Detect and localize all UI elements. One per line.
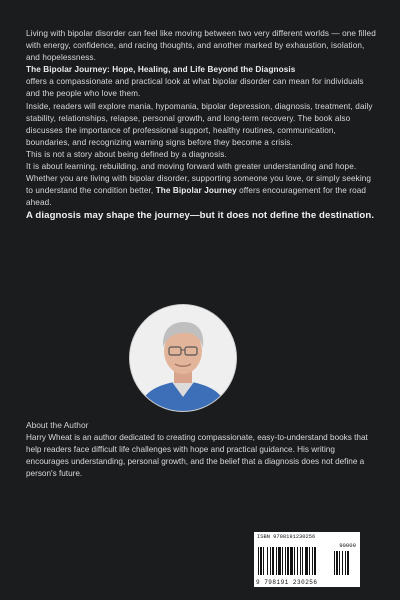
barcode-bar [282, 547, 283, 575]
barcode-bar [302, 547, 303, 575]
addon-bar [345, 551, 346, 575]
closing-tagline: A diagnosis may shape the journey—but it does not define the destination. [26, 210, 375, 222]
blurb-intro: Living with bipolar disorder can feel like moving between two very different worlds — one filled with energy, confidence, and racing thoughts, and another marked by exhaustion, isolation, and hopelessness. [26, 29, 376, 63]
barcode-bar [270, 547, 271, 575]
barcode-bar [297, 547, 298, 575]
addon-bar [334, 551, 335, 575]
author-bio: Harry Wheat is an author dedicated to creating compassionate, easy-to-understand books that help readers face difficult life challenges with hope and practical guidance. His writing encourages understanding, personal growth, and the belief that a diagnosis does not define a person's future. [26, 433, 368, 479]
blurb-offer: offers a compassionate and practical look at what bipolar disorder can mean for individuals and the people who love them. [26, 77, 364, 99]
barcode-bar [276, 547, 277, 575]
addon-bar [347, 551, 349, 575]
barcode-bar [305, 547, 308, 575]
blurb-not-defined: This is not a story about being defined by a diagnosis. [26, 149, 227, 159]
blurb-learning: It is about learning, rebuilding, and moving forward with greater understanding and hope. [26, 162, 357, 172]
isbn-label: ISBN 9798191230256 [257, 534, 316, 540]
barcode-bar [258, 547, 259, 575]
isbn-barcode [254, 532, 360, 587]
addon-bar [339, 551, 340, 575]
blurb-whether [26, 173, 378, 209]
blurb-contents: Inside, readers will explore mania, hypomania, bipolar depression, diagnosis, treatment, daily stability, relationships, relapse, personal growth, and long-term recovery. The book also discusses the importance of professional support, healthy routines, communication, boundaries, and recognizing warning signs before they become a crisis. [26, 101, 373, 147]
barcode-bar [314, 547, 316, 575]
barcode-bar [312, 547, 313, 575]
author-portrait-illustration [130, 305, 236, 411]
blurb-whether-title: The Bipolar Journey [155, 186, 237, 196]
barcode-digits: 9 798191 230256 [256, 579, 318, 586]
barcode-bar [287, 547, 289, 575]
barcode-bar [309, 547, 310, 575]
about-author-heading: About the Author [26, 420, 89, 430]
barcode-bar [272, 547, 274, 575]
barcode-bar [260, 547, 262, 575]
author-photo [129, 304, 237, 412]
addon-bar [336, 551, 338, 575]
book-title: The Bipolar Journey: Hope, Healing, and Life Beyond the Diagnosis [26, 65, 296, 75]
blurb-whether-end: offers encouragement for the road ahead. [26, 186, 367, 208]
price-code: 90000 [339, 542, 356, 549]
barcode-bar [300, 547, 301, 575]
barcode-bar [263, 547, 264, 575]
blurb-whether-start: Whether you are living with bipolar disorder, supporting someone you love, or simply seeking to understand the condition better, [26, 174, 372, 196]
barcode-bar [294, 547, 295, 575]
barcode-bar [278, 547, 281, 575]
barcode-bar [285, 547, 286, 575]
addon-bar [342, 551, 343, 575]
barcode-bar [290, 547, 293, 575]
barcode-bar [267, 547, 268, 575]
back-cover-blurb [26, 28, 378, 222]
barcode-bars [254, 541, 360, 581]
